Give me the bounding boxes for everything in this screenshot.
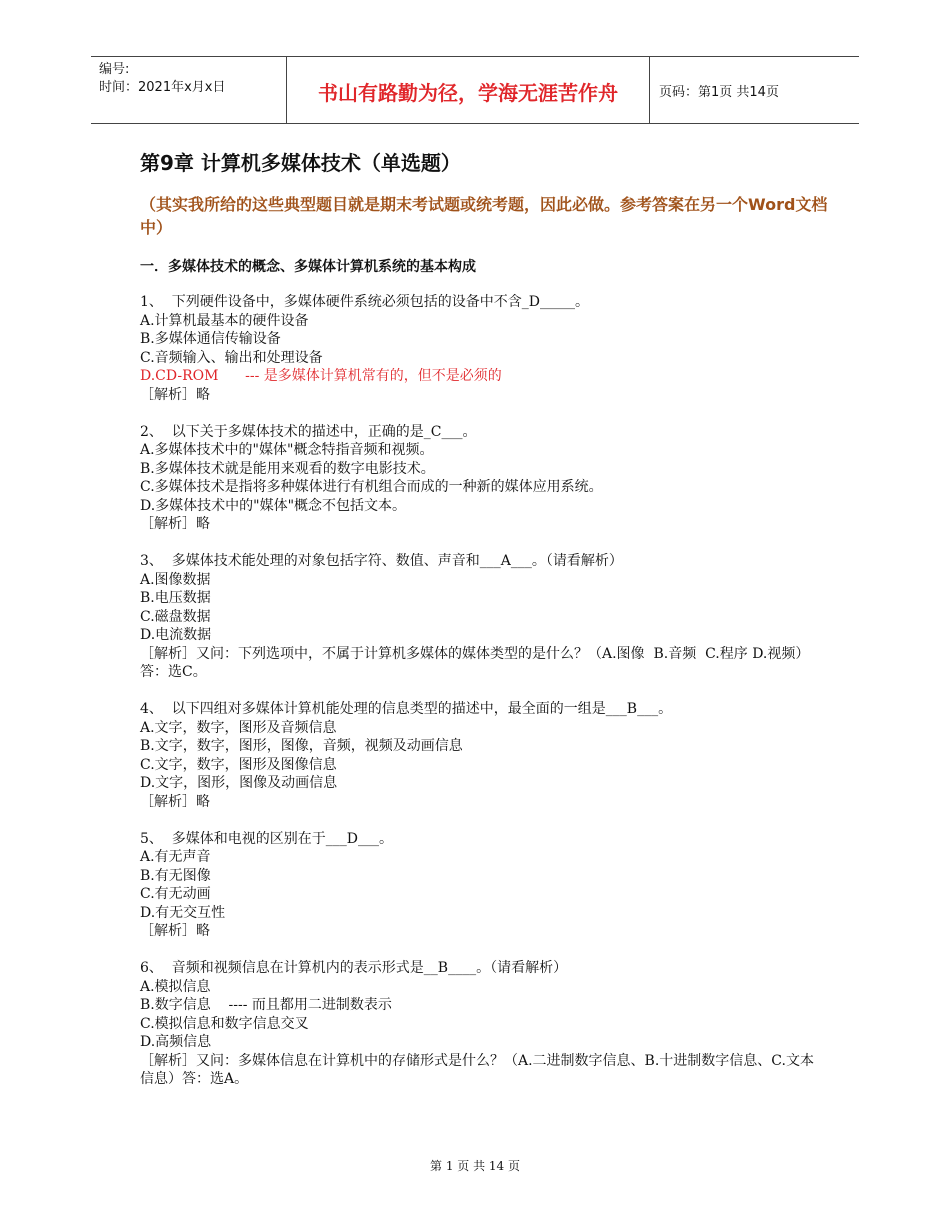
analysis: ［解析］略 (140, 923, 210, 939)
option: B.多媒体技术就是能用来观看的数字电影技术。 (140, 460, 435, 477)
page-footer: 第 1 页 共 14 页 (430, 1159, 520, 1173)
option: D.有无交互性 (140, 904, 226, 921)
time-label: 时间：2021年x月x日 (99, 80, 226, 95)
option: C.模拟信息和数字信息交叉 (140, 1015, 309, 1032)
option-highlighted: D.CD-ROM --- 是多媒体计算机常有的，但不是必须的 (140, 368, 502, 384)
option: C.文字，数字，图形及图像信息 (140, 756, 337, 773)
option: D.文字，图形，图像及动画信息 (140, 775, 338, 791)
intro-note: （其实我所给的这些典型题目就是期末考试题或统考题，因此必做。参考答案在另一个Word文档中） (140, 195, 828, 237)
option: D.高频信息 (140, 1034, 212, 1050)
option: B.文字，数字，图形，图像，音频，视频及动画信息 (140, 738, 463, 754)
option: B.多媒体通信传输设备 (140, 331, 281, 347)
question-list (140, 293, 820, 1107)
option: C.音频输入、输出和处理设备 (140, 349, 323, 366)
option: D.电流数据 (140, 627, 212, 643)
option: A.模拟信息 (140, 978, 211, 995)
section-title: 一．多媒体技术的概念、多媒体计算机系统的基本构成 (140, 259, 476, 275)
option: A.图像数据 (140, 571, 211, 588)
question-item (140, 700, 820, 811)
option: C.磁盘数据 (140, 608, 211, 625)
question-item (140, 293, 820, 404)
option: D.多媒体技术中的"媒体"概念不包括文本。 (140, 497, 407, 514)
question-stem: 4、 以下四组对多媒体计算机能处理的信息类型的描述中，最全面的一组是___B___。 (140, 701, 673, 717)
option: B.数字信息 ---- 而且都用二进制数表示 (140, 997, 392, 1013)
question-item (140, 552, 820, 682)
question-item (140, 830, 820, 941)
header-meta (99, 61, 225, 97)
option: B.有无图像 (140, 867, 211, 884)
analysis: ［解析］略 (140, 516, 210, 532)
option: B.电压数据 (140, 590, 211, 606)
question-stem: 6、 音频和视频信息在计算机内的表示形式是__B____。（请看解析） (140, 960, 568, 976)
analysis: ［解析］略 (140, 386, 210, 403)
question-stem: 1、 下列硬件设备中，多媒体硬件系统必须包括的设备中不含_D_____。 (140, 294, 590, 310)
analysis: ［解析］又问：多媒体信息在计算机中的存储形式是什么？（A.二进制数字信息、B.十进制数字信息、C.文本信息）答：选A。 (140, 1052, 814, 1087)
chapter-title: 第9章 计算机多媒体技术（单选题） (140, 151, 461, 175)
header-page-code: 页码：第1页 共14页 (659, 85, 779, 100)
option: A.多媒体技术中的"媒体"概念特指音频和视频。 (140, 442, 434, 458)
header-motto: 书山有路勤为径，学海无涯苦作舟 (318, 81, 618, 105)
option: A.文字，数字，图形及音频信息 (140, 719, 337, 736)
option: C.有无动画 (140, 886, 211, 902)
option: A.计算机最基本的硬件设备 (140, 312, 309, 329)
question-stem: 3、 多媒体技术能处理的对象包括字符、数值、声音和___A___。（请看解析） (140, 553, 623, 569)
question-stem: 2、 以下关于多媒体技术的描述中，正确的是_C___。 (140, 423, 477, 440)
serial-label: 编号: (99, 62, 130, 77)
analysis: ［解析］又问：下列选项中，不属于计算机多媒体的媒体类型的是什么？（A.图像 B.音频 C.程序 D.视频）答：选C。 (140, 645, 810, 680)
question-item (140, 423, 820, 534)
header-divider (649, 57, 650, 123)
option: C.多媒体技术是指将多种媒体进行有机组合而成的一种新的媒体应用系统。 (140, 479, 603, 495)
question-item (140, 959, 820, 1089)
option: A.有无声音 (140, 849, 211, 865)
question-stem: 5、 多媒体和电视的区别在于___D___。 (140, 830, 394, 847)
analysis: ［解析］略 (140, 793, 210, 810)
page-header (91, 56, 859, 124)
